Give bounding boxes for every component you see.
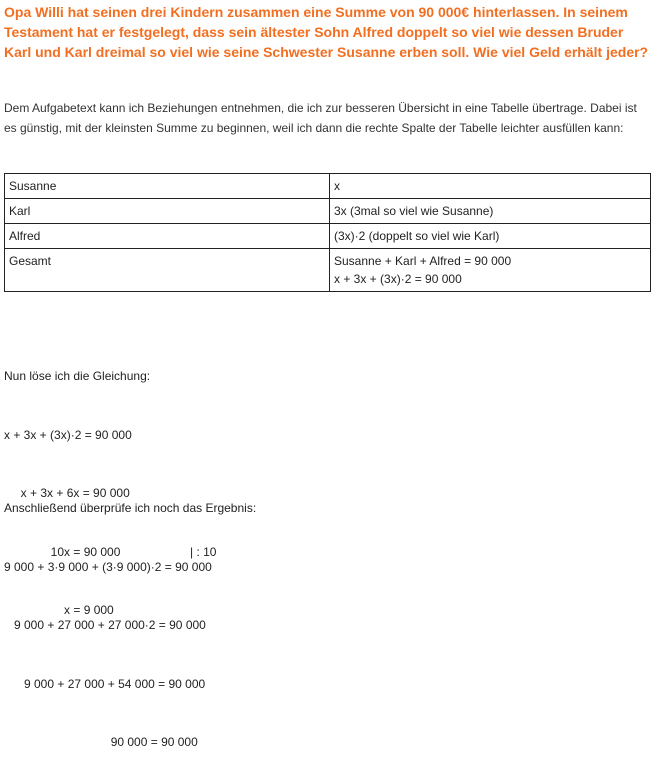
table-cell-name: Karl [5,199,330,224]
intro-text: Dem Aufgabetext kann ich Beziehungen entnehmen, die ich zur besseren Übersicht in eine Tabelle übertrage. Dabei ist es günstig, mit der kleinsten Summe zu beginnen, weil ich dann die rechte Spalte der Tabelle leichter ausfüllen kann: [4,101,637,135]
check-line: 90 000 = 90 000 [4,735,198,749]
equation-line: x = 9 000 [4,603,114,617]
task-title: Opa Willi hat seinen drei Kindern zusammen eine Summe von 90 000€ hinterlassen. In seinem Testament hat er festgelegt, dass sein ältester Sohn Alfred doppelt so viel wie dessen Bruder Karl und Karl dreimal so viel wie seine Schwester Susanne erben soll. Wie viel Geld erhält jeder? [4,4,649,60]
table-cell-value-line1: Susanne + Karl + Alfred = 90 000 [334,254,512,268]
table-cell-name: Alfred [5,224,330,249]
equation-text: 10x = 90 000 [4,544,121,559]
table-row [5,174,651,199]
check-heading: Anschließend überprüfe ich noch das Ergebnis: [4,501,257,515]
check-section [4,460,256,772]
table-cell-name: Susanne [5,174,330,199]
table-row [5,199,651,224]
operation-note: | : 10 [190,544,217,559]
check-line: 9 000 + 27 000 + 54 000 = 90 000 [4,676,206,691]
table-cell-value: x [330,174,651,199]
table-cell-value: (3x)·2 (doppelt so viel wie Karl) [330,224,651,249]
relation-table [4,173,651,292]
table-cell-value: 3x (3mal so viel wie Susanne) [330,199,651,224]
table-cell-name: Gesamt [5,249,330,292]
equation-line: x + 3x + (3x)·2 = 90 000 [4,427,132,442]
check-line: 9 000 + 27 000 + 27 000·2 = 90 000 [4,618,206,632]
solve-heading: Nun löse ich die Gleichung: [4,369,151,383]
equation-line: x + 3x + 6x = 90 000 [4,486,130,500]
table-cell-value [330,249,651,292]
check-line: 9 000 + 3·9 000 + (3·9 000)·2 = 90 000 [4,559,212,574]
table-cell-value-line2: x + 3x + (3x)·2 = 90 000 [334,272,462,286]
table-row [5,224,651,249]
table-row [5,249,651,292]
